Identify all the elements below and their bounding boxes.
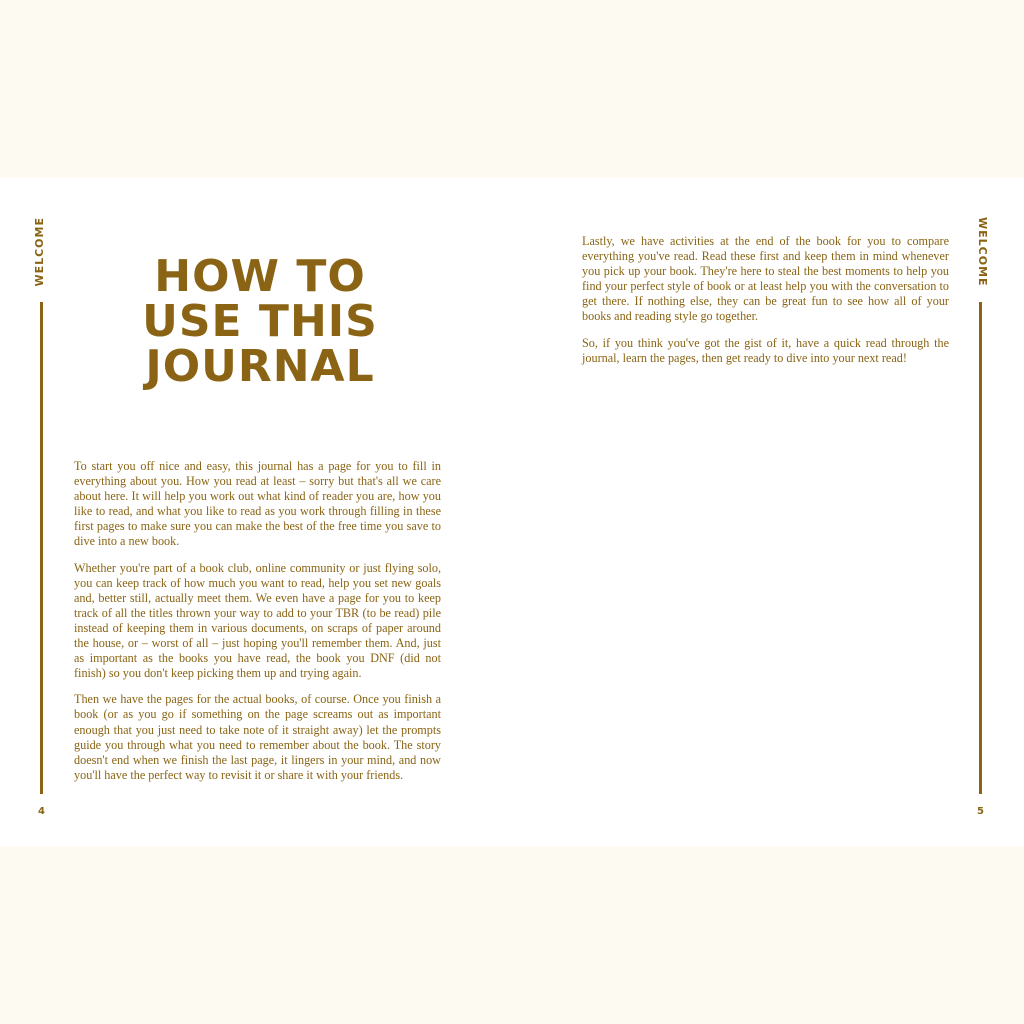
paragraph: Lastly, we have activities at the end of the book for you to compare everything you've read. Read these first and keep them in mind whenever you pick up your book. They're here to steal the best moments to help you find your perfect style of book or at least help you with the conversation to get there. If nothing else, they can be great fun to see how all of your books and reading style go together. <box>582 234 949 324</box>
paragraph: Whether you're part of a book club, online community or just flying solo, you can keep track of how much you want to read, help you set new goals and, better still, actually meet them. We even have a page for you to keep track of all the titles thrown your way to add to your TBR (to be read) pile instead of keeping them in various documents, on scraps of paper around the house, or – worst of all – just hoping you'll remember them. And, just as important as the books you have read, the book you DNF (did not finish) so you don't keep picking them up and trying again. <box>74 560 441 681</box>
page-number-right: 5 <box>977 806 984 817</box>
title-line-1: HOW TO <box>154 251 366 302</box>
page-number-left: 4 <box>38 806 45 817</box>
title-line-3: JOURNAL <box>145 341 375 392</box>
left-body-text <box>74 459 441 794</box>
title-line-2: USE THIS <box>142 296 378 347</box>
margin-rule-left <box>40 302 43 794</box>
section-label-left: WELCOME <box>33 217 46 287</box>
right-body-text <box>582 234 949 377</box>
margin-rule-right <box>979 302 982 794</box>
paragraph: Then we have the pages for the actual books, of course. Once you finish a book (or as you go if something on the page screams out as important enough that you just need to take note of it straight away) let the prompts guide you through what you need to remember about the book. The story doesn't end when we finish the last page, it lingers in your mind, and now you'll have the perfect way to revisit it or share it with your friends. <box>74 692 441 782</box>
paragraph: To start you off nice and easy, this journal has a page for you to fill in everything about you. How you read at least – sorry but that's all we care about here. It will help you work out what kind of reader you are, how you like to read, and what you like to read as you work through filling in these first pages to make sure you can make the best of the free time you save to dive into a new book. <box>74 459 441 549</box>
paragraph: So, if you think you've got the gist of it, have a quick read through the journal, learn the pages, then get ready to dive into your next read! <box>582 335 949 365</box>
section-label-right: WELCOME <box>976 217 989 287</box>
page-title <box>120 251 400 392</box>
